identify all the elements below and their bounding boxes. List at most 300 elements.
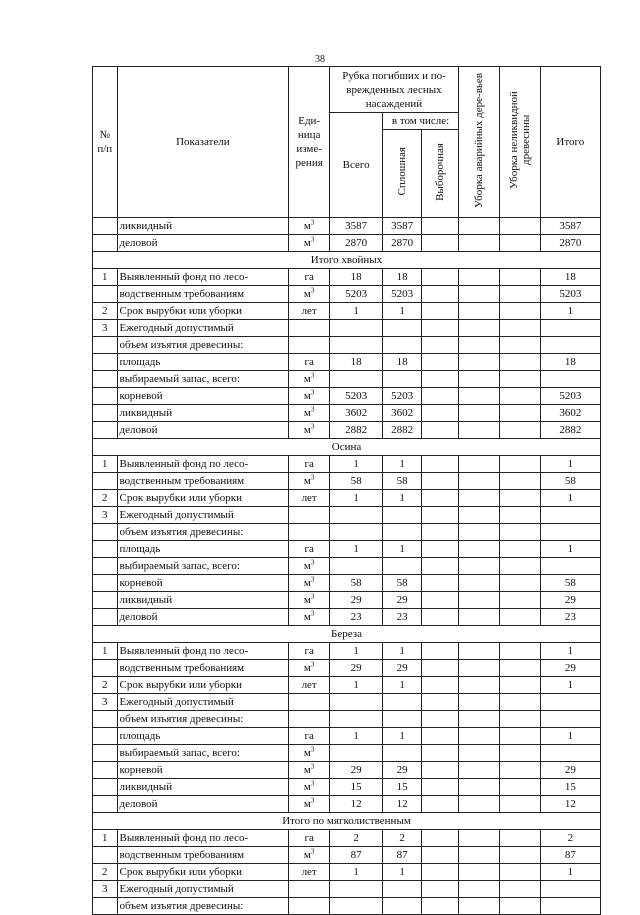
illiquid-cell [499, 677, 540, 694]
emergency-cell [458, 422, 499, 439]
indicator-name: деловой [117, 422, 289, 439]
solid-cell: 1 [383, 728, 422, 745]
unit-text: га [304, 730, 314, 742]
illiquid-cell [499, 303, 540, 320]
total-all-cell: 18 [330, 354, 383, 371]
selective-cell [422, 541, 459, 558]
indicator-name: Ежегодный допустимый [117, 881, 289, 898]
table-row [93, 830, 601, 847]
solid-cell: 58 [383, 575, 422, 592]
solid-cell [383, 507, 422, 524]
illiquid-cell [499, 745, 540, 762]
total-all-cell: 1 [330, 728, 383, 745]
selective-cell [422, 303, 459, 320]
emergency-cell [458, 745, 499, 762]
solid-cell [383, 524, 422, 541]
total-all-cell [330, 507, 383, 524]
row-number [93, 728, 118, 745]
illiquid-cell [499, 609, 540, 626]
emergency-cell [458, 796, 499, 813]
indicator-name: Ежегодный допустимый [117, 694, 289, 711]
indicator-name: ликвидный [117, 779, 289, 796]
row-number [93, 762, 118, 779]
forest-cutting-table [92, 66, 601, 915]
emergency-cell [458, 473, 499, 490]
table-row [93, 779, 601, 796]
total-all-cell [330, 337, 383, 354]
total-all-cell [330, 524, 383, 541]
indicator-name: объем изъятия древесины: [117, 711, 289, 728]
illiquid-cell [499, 218, 540, 235]
illiquid-cell [499, 762, 540, 779]
illiquid-cell [499, 779, 540, 796]
table-row [93, 456, 601, 473]
illiquid-cell [499, 830, 540, 847]
emergency-cell [458, 320, 499, 337]
emergency-cell [458, 898, 499, 915]
unit-text: м [303, 611, 311, 623]
selective-cell [422, 524, 459, 541]
unit-cell [289, 558, 330, 575]
indicator-name: корневой [117, 388, 289, 405]
illiquid-cell [499, 541, 540, 558]
total-cell: 2882 [540, 422, 600, 439]
solid-cell: 29 [383, 762, 422, 779]
row-number: 2 [93, 303, 118, 320]
emergency-cell [458, 881, 499, 898]
table-row [93, 218, 601, 235]
total-all-cell: 87 [330, 847, 383, 864]
page-number: 38 [315, 54, 325, 65]
unit-exponent: 3 [310, 762, 315, 771]
table-row [93, 405, 601, 422]
selective-cell [422, 796, 459, 813]
selective-cell [422, 490, 459, 507]
unit-cell [289, 881, 330, 898]
row-number: 1 [93, 643, 118, 660]
row-number: 3 [93, 694, 118, 711]
illiquid-cell [499, 269, 540, 286]
unit-exponent: 3 [310, 660, 315, 669]
solid-cell [383, 898, 422, 915]
unit-exponent: 3 [310, 592, 315, 601]
indicator-name: деловой [117, 235, 289, 252]
total-cell: 1 [540, 643, 600, 660]
unit-text: м [303, 237, 311, 249]
emergency-cell [458, 337, 499, 354]
illiquid-cell [499, 898, 540, 915]
total-cell [540, 371, 600, 388]
unit-cell [289, 541, 330, 558]
table-row [93, 388, 601, 405]
solid-cell [383, 881, 422, 898]
total-cell: 87 [540, 847, 600, 864]
solid-cell: 5203 [383, 286, 422, 303]
solid-cell: 87 [383, 847, 422, 864]
row-number [93, 660, 118, 677]
table-row [93, 694, 601, 711]
indicator-name: Срок вырубки или уборки [117, 864, 289, 881]
selective-cell [422, 473, 459, 490]
solid-cell [383, 694, 422, 711]
table-row [93, 847, 601, 864]
solid-cell: 1 [383, 864, 422, 881]
solid-cell: 1 [383, 643, 422, 660]
table-row [93, 881, 601, 898]
illiquid-cell [499, 473, 540, 490]
total-all-cell: 29 [330, 592, 383, 609]
selective-cell [422, 830, 459, 847]
selective-cell [422, 269, 459, 286]
table-row [93, 796, 601, 813]
unit-cell [289, 864, 330, 881]
unit-cell [289, 371, 330, 388]
selective-cell [422, 286, 459, 303]
emergency-cell [458, 235, 499, 252]
emergency-cell [458, 354, 499, 371]
table-row [93, 541, 601, 558]
total-cell: 5203 [540, 286, 600, 303]
indicator-name: Срок вырубки или уборки [117, 490, 289, 507]
selective-cell [422, 456, 459, 473]
emergency-cell [458, 507, 499, 524]
solid-cell: 1 [383, 677, 422, 694]
solid-cell: 5203 [383, 388, 422, 405]
total-cell: 58 [540, 575, 600, 592]
row-number [93, 847, 118, 864]
unit-exponent: 3 [310, 609, 315, 618]
selective-cell [422, 575, 459, 592]
emergency-cell [458, 575, 499, 592]
indicator-name: Выявленный фонд по лесо- [117, 643, 289, 660]
table-row [93, 507, 601, 524]
illiquid-cell [499, 558, 540, 575]
table-row [93, 558, 601, 575]
indicator-name: водственным требованиям [117, 286, 289, 303]
emergency-cell [458, 218, 499, 235]
unit-cell [289, 575, 330, 592]
row-number [93, 711, 118, 728]
emergency-cell [458, 779, 499, 796]
section-row [93, 252, 601, 269]
unit-cell [289, 388, 330, 405]
total-cell: 1 [540, 864, 600, 881]
unit-cell [289, 354, 330, 371]
table-row [93, 745, 601, 762]
unit-cell [289, 643, 330, 660]
solid-cell: 12 [383, 796, 422, 813]
row-number: 3 [93, 320, 118, 337]
indicator-name: ликвидный [117, 405, 289, 422]
col-header-solid [383, 130, 422, 218]
section-row [93, 439, 601, 456]
illiquid-cell [499, 354, 540, 371]
emergency-cell [458, 728, 499, 745]
indicator-name: объем изъятия древесины: [117, 898, 289, 915]
indicator-name: ликвидный [117, 218, 289, 235]
unit-text: га [304, 458, 314, 470]
unit-text: м [303, 849, 311, 861]
emergency-cell [458, 762, 499, 779]
selective-cell [422, 728, 459, 745]
unit-exponent: 3 [310, 422, 315, 431]
row-number [93, 473, 118, 490]
unit-exponent: 3 [310, 235, 315, 244]
unit-text: м [303, 798, 311, 810]
indicator-name: ликвидный [117, 592, 289, 609]
unit-exponent: 3 [310, 796, 315, 805]
selective-cell [422, 864, 459, 881]
total-cell: 1 [540, 303, 600, 320]
table-row [93, 235, 601, 252]
total-cell [540, 711, 600, 728]
table-row [93, 473, 601, 490]
emergency-cell [458, 558, 499, 575]
unit-text: лет [301, 492, 317, 504]
emergency-cell [458, 847, 499, 864]
table-row [93, 422, 601, 439]
row-number [93, 524, 118, 541]
row-number: 2 [93, 864, 118, 881]
col-header-solid-text: Сплошная [396, 147, 409, 196]
solid-cell: 23 [383, 609, 422, 626]
illiquid-cell [499, 575, 540, 592]
total-cell: 1 [540, 456, 600, 473]
unit-cell [289, 320, 330, 337]
selective-cell [422, 422, 459, 439]
row-number [93, 592, 118, 609]
unit-text: м [303, 220, 311, 232]
total-all-cell: 1 [330, 541, 383, 558]
unit-text: м [303, 288, 311, 300]
unit-text: лет [301, 679, 317, 691]
row-number: 1 [93, 830, 118, 847]
unit-cell [289, 473, 330, 490]
total-all-cell [330, 694, 383, 711]
selective-cell [422, 881, 459, 898]
solid-cell: 2870 [383, 235, 422, 252]
indicator-name: деловой [117, 796, 289, 813]
row-number [93, 235, 118, 252]
total-cell [540, 558, 600, 575]
unit-exponent: 3 [310, 473, 315, 482]
selective-cell [422, 558, 459, 575]
table-row [93, 286, 601, 303]
total-all-cell: 29 [330, 660, 383, 677]
table-row [93, 575, 601, 592]
selective-cell [422, 354, 459, 371]
emergency-cell [458, 609, 499, 626]
selective-cell [422, 711, 459, 728]
total-cell: 23 [540, 609, 600, 626]
solid-cell: 2882 [383, 422, 422, 439]
unit-text: м [303, 475, 311, 487]
indicator-name: Выявленный фонд по лесо- [117, 456, 289, 473]
unit-cell [289, 490, 330, 507]
emergency-cell [458, 388, 499, 405]
section-title: Осина [93, 439, 601, 456]
col-header-illiquid [499, 67, 540, 218]
unit-exponent: 3 [310, 286, 315, 295]
unit-cell [289, 524, 330, 541]
row-number [93, 745, 118, 762]
unit-cell [289, 660, 330, 677]
total-cell [540, 524, 600, 541]
unit-text: м [303, 407, 311, 419]
unit-text: м [303, 662, 311, 674]
solid-cell: 58 [383, 473, 422, 490]
total-cell [540, 337, 600, 354]
selective-cell [422, 405, 459, 422]
section-row [93, 813, 601, 830]
unit-cell [289, 728, 330, 745]
emergency-cell [458, 286, 499, 303]
unit-cell [289, 711, 330, 728]
unit-cell [289, 694, 330, 711]
unit-text: м [303, 764, 311, 776]
unit-exponent: 3 [310, 218, 315, 227]
unit-cell [289, 796, 330, 813]
table-row [93, 864, 601, 881]
solid-cell [383, 558, 422, 575]
illiquid-cell [499, 847, 540, 864]
col-header-selective [422, 130, 459, 218]
total-all-cell: 1 [330, 864, 383, 881]
row-number [93, 337, 118, 354]
total-all-cell: 1 [330, 490, 383, 507]
row-number [93, 796, 118, 813]
illiquid-cell [499, 592, 540, 609]
illiquid-cell [499, 524, 540, 541]
emergency-cell [458, 592, 499, 609]
solid-cell: 29 [383, 660, 422, 677]
total-cell [540, 320, 600, 337]
row-number: 1 [93, 269, 118, 286]
total-all-cell: 1 [330, 643, 383, 660]
section-row [93, 626, 601, 643]
emergency-cell [458, 541, 499, 558]
unit-text: га [304, 832, 314, 844]
row-number [93, 218, 118, 235]
selective-cell [422, 660, 459, 677]
emergency-cell [458, 371, 499, 388]
unit-cell [289, 830, 330, 847]
unit-cell [289, 592, 330, 609]
unit-cell [289, 218, 330, 235]
table-row [93, 354, 601, 371]
emergency-cell [458, 524, 499, 541]
indicator-name: объем изъятия древесины: [117, 524, 289, 541]
col-header-emergency-text: Уборка аварийных дере-вьев [472, 72, 485, 208]
selective-cell [422, 388, 459, 405]
table-row [93, 711, 601, 728]
total-all-cell: 3602 [330, 405, 383, 422]
illiquid-cell [499, 422, 540, 439]
emergency-cell [458, 830, 499, 847]
selective-cell [422, 218, 459, 235]
solid-cell: 1 [383, 456, 422, 473]
indicator-name: водственным требованиям [117, 660, 289, 677]
total-all-cell: 58 [330, 473, 383, 490]
illiquid-cell [499, 660, 540, 677]
total-all-cell: 23 [330, 609, 383, 626]
section-title: Итого хвойных [93, 252, 601, 269]
total-cell [540, 507, 600, 524]
row-number [93, 558, 118, 575]
total-cell: 2870 [540, 235, 600, 252]
row-number [93, 779, 118, 796]
row-number: 3 [93, 881, 118, 898]
total-cell: 29 [540, 592, 600, 609]
total-all-cell: 5203 [330, 388, 383, 405]
unit-cell [289, 745, 330, 762]
unit-text: га [304, 271, 314, 283]
total-cell: 2 [540, 830, 600, 847]
total-cell: 58 [540, 473, 600, 490]
unit-cell [289, 507, 330, 524]
table-row [93, 371, 601, 388]
selective-cell [422, 677, 459, 694]
unit-cell [289, 609, 330, 626]
total-cell [540, 898, 600, 915]
unit-text: м [303, 594, 311, 606]
selective-cell [422, 745, 459, 762]
unit-text: га [304, 543, 314, 555]
total-cell: 1 [540, 728, 600, 745]
total-all-cell: 1 [330, 677, 383, 694]
col-header-indicators: Показатели [117, 67, 289, 218]
total-all-cell [330, 558, 383, 575]
total-cell [540, 881, 600, 898]
row-number: 1 [93, 456, 118, 473]
unit-exponent: 3 [310, 558, 315, 567]
solid-cell: 3587 [383, 218, 422, 235]
unit-text: м [303, 424, 311, 436]
total-cell: 3602 [540, 405, 600, 422]
col-header-group: Рубка погибших и по-врежденных лесных насаждений [330, 67, 459, 113]
col-header-emergency [458, 67, 499, 218]
selective-cell [422, 694, 459, 711]
table-row [93, 643, 601, 660]
row-number [93, 388, 118, 405]
illiquid-cell [499, 490, 540, 507]
total-cell: 3587 [540, 218, 600, 235]
total-all-cell: 18 [330, 269, 383, 286]
total-all-cell: 29 [330, 762, 383, 779]
unit-text: м [303, 577, 311, 589]
row-number [93, 541, 118, 558]
emergency-cell [458, 864, 499, 881]
indicator-name: выбираемый запас, всего: [117, 558, 289, 575]
unit-text: лет [301, 866, 317, 878]
selective-cell [422, 371, 459, 388]
total-all-cell: 1 [330, 303, 383, 320]
unit-text: м [303, 390, 311, 402]
unit-cell [289, 269, 330, 286]
row-number: 3 [93, 507, 118, 524]
illiquid-cell [499, 507, 540, 524]
table-row [93, 898, 601, 915]
indicator-name: водственным требованиям [117, 473, 289, 490]
total-all-cell: 1 [330, 456, 383, 473]
unit-cell [289, 337, 330, 354]
row-number [93, 609, 118, 626]
illiquid-cell [499, 711, 540, 728]
col-header-unit: Еди-ница изме-рения [289, 67, 330, 218]
row-number [93, 371, 118, 388]
indicator-name: объем изъятия древесины: [117, 337, 289, 354]
row-number [93, 405, 118, 422]
